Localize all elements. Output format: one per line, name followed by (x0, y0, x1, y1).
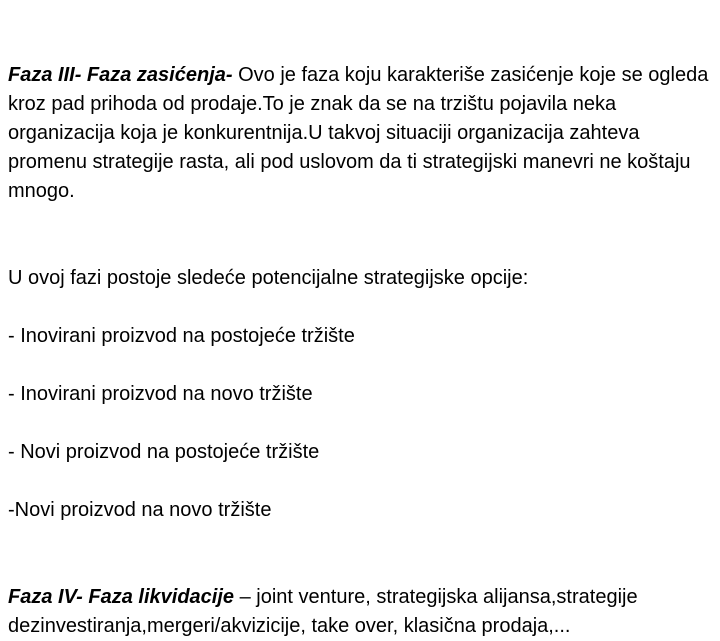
phase-three-paragraph (8, 61, 714, 206)
phase-four-paragraph (8, 583, 714, 641)
slide-content (8, 61, 714, 641)
strategy-option-item: - Inovirani proizvod na postojeće tržište (8, 325, 355, 347)
phase-three-text: Ovo je faza koju karakteriše zasićenje koje se ogleda kroz pad prihoda od prodaje.To je znak da se na trzištu pojavila neka organizacija koja je konkurentnija.U takvoj situaciji organizacija zahteva promenu strategije rasta, ali pod uslovom da ti strategijski manevri ne koštaju mnogo. (8, 64, 709, 202)
phase-four-heading: Faza IV- Faza likvidacije (8, 586, 235, 608)
phase-four-text: – joint venture, strategijska alijansa,strategije dezinvestiranja,mergeri/akvizicije, take over, klasična prodaja,... (8, 586, 638, 637)
strategy-options-block (8, 235, 714, 554)
phase-three-heading: Faza III- Faza zasićenja- (8, 64, 233, 86)
strategy-options-intro: U ovoj fazi postoje sledeće potencijalne strategijske opcije: (8, 267, 529, 289)
strategy-option-item: - Inovirani proizvod na novo tržište (8, 383, 313, 405)
strategy-option-item: - Novi proizvod na postojeće tržište (8, 441, 320, 463)
strategy-option-item: -Novi proizvod na novo tržište (8, 499, 272, 521)
